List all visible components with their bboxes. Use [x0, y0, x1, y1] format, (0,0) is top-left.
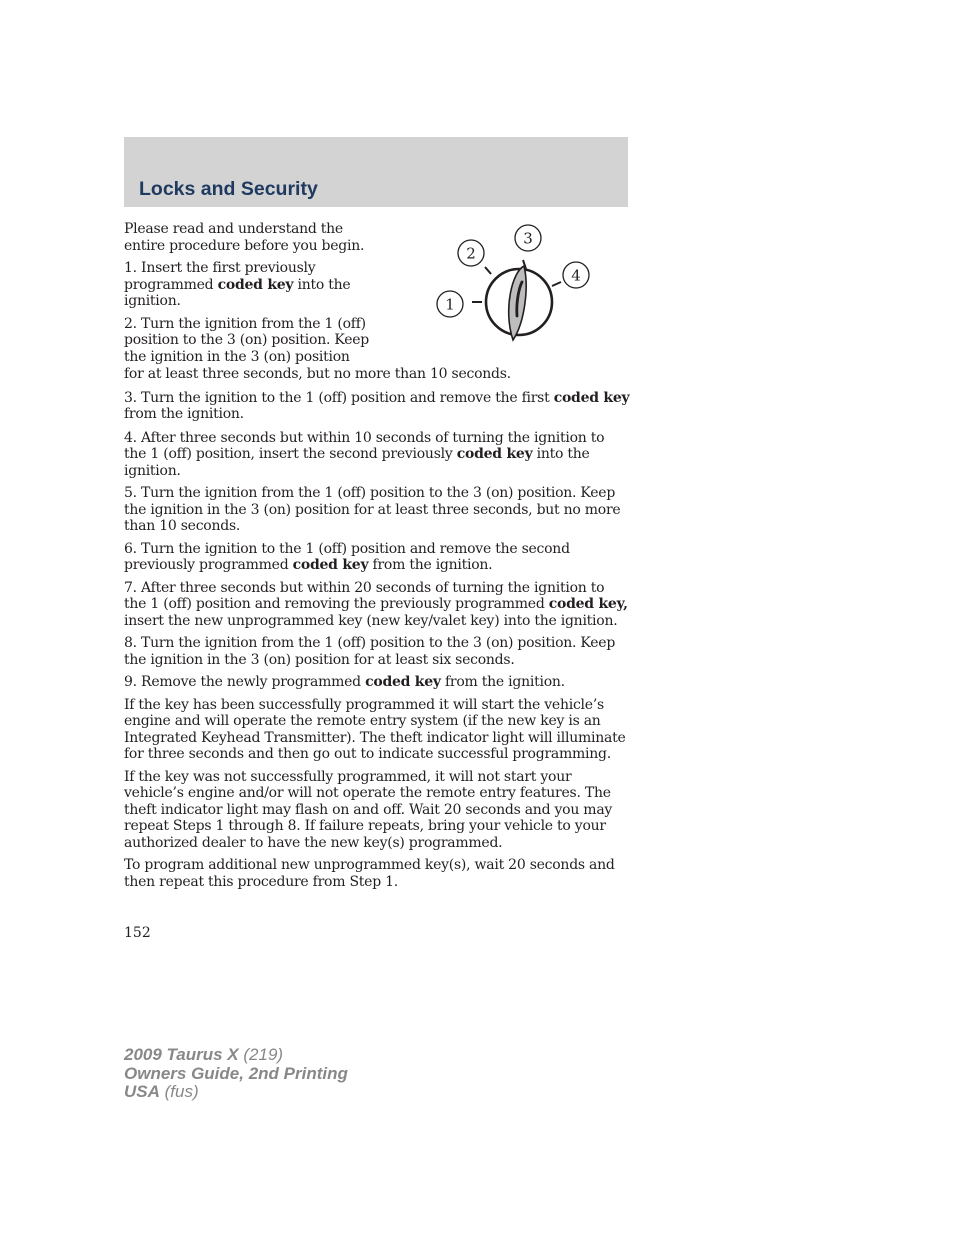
svg-text:2: 2 — [466, 244, 476, 263]
footer-market: USA (fus) — [124, 1082, 199, 1101]
page-number: 152 — [124, 925, 151, 941]
step-3: 3. Turn the ignition to the 1 (off) position and remove the first coded key from the ignition. — [124, 389, 630, 422]
step-2-part-2: for at least three seconds, but no more than 10 seconds. — [124, 366, 511, 382]
section-title: Locks and Security — [139, 178, 318, 200]
step-4: 4. After three seconds but within 10 seconds of turning the ignition to the 1 (off) position, insert the second previously coded key into the ignition. — [124, 429, 605, 479]
step-1: 1. Insert the first previously programmed coded key into the ignition. — [124, 260, 351, 309]
success-paragraph: If the key has been successfully programmed it will start the vehicle’s engine and will operate the remote entry system (if the new key is an Integrated Keyhead Transmitter). The theft indicator light will illuminate for three seconds and then go out to indicate successful programming. — [124, 696, 626, 762]
step-7: 7. After three seconds but within 20 seconds of turning the ignition to the 1 (off) position and removing the previously programmed coded key, insert the new unprogrammed key (new key/valet key) into the ignition. — [124, 579, 628, 629]
footer-model: 2009 Taurus X (219) — [124, 1045, 284, 1064]
step-5: 5. Turn the ignition from the 1 (off) position to the 3 (on) position. Keep the ignition in the 3 (on) position for at least three seconds, but no more than 10 seconds. — [124, 485, 621, 534]
step-6: 6. Turn the ignition to the 1 (off) position and remove the second previously programmed coded key from the ignition. — [124, 540, 570, 573]
footer-edition: Owners Guide, 2nd Printing — [124, 1063, 348, 1083]
svg-text:4: 4 — [571, 266, 581, 285]
step-9: 9. Remove the newly programmed coded key from the ignition. — [124, 674, 565, 690]
procedure-body — [124, 221, 630, 896]
intro-paragraph: Please read and understand the entire procedure before you begin. — [124, 221, 365, 254]
additional-keys-paragraph: To program additional new unprogrammed key(s), wait 20 seconds and then repeat this procedure from Step 1. — [124, 857, 615, 890]
svg-text:3: 3 — [523, 229, 533, 248]
svg-text:1: 1 — [445, 295, 455, 314]
step-2-part-1: 2. Turn the ignition from the 1 (off) position to the 3 (on) position. Keep the ignition in the 3 (on) position — [124, 315, 369, 365]
section-header-band — [124, 137, 628, 207]
document-footer — [124, 1046, 348, 1102]
failure-paragraph: If the key was not successfully programmed, it will not start your vehicle’s engine and/or will not operate the remote entry features. The theft indicator light may flash on and off. Wait 20 seconds and you may repeat Steps 1 through 8. If failure repeats, bring your vehicle to your authorized dealer to have the new key(s) programmed. — [124, 768, 613, 851]
step-8: 8. Turn the ignition from the 1 (off) position to the 3 (on) position. Keep the ignition in the 3 (on) position for at least six seconds. — [124, 635, 616, 668]
